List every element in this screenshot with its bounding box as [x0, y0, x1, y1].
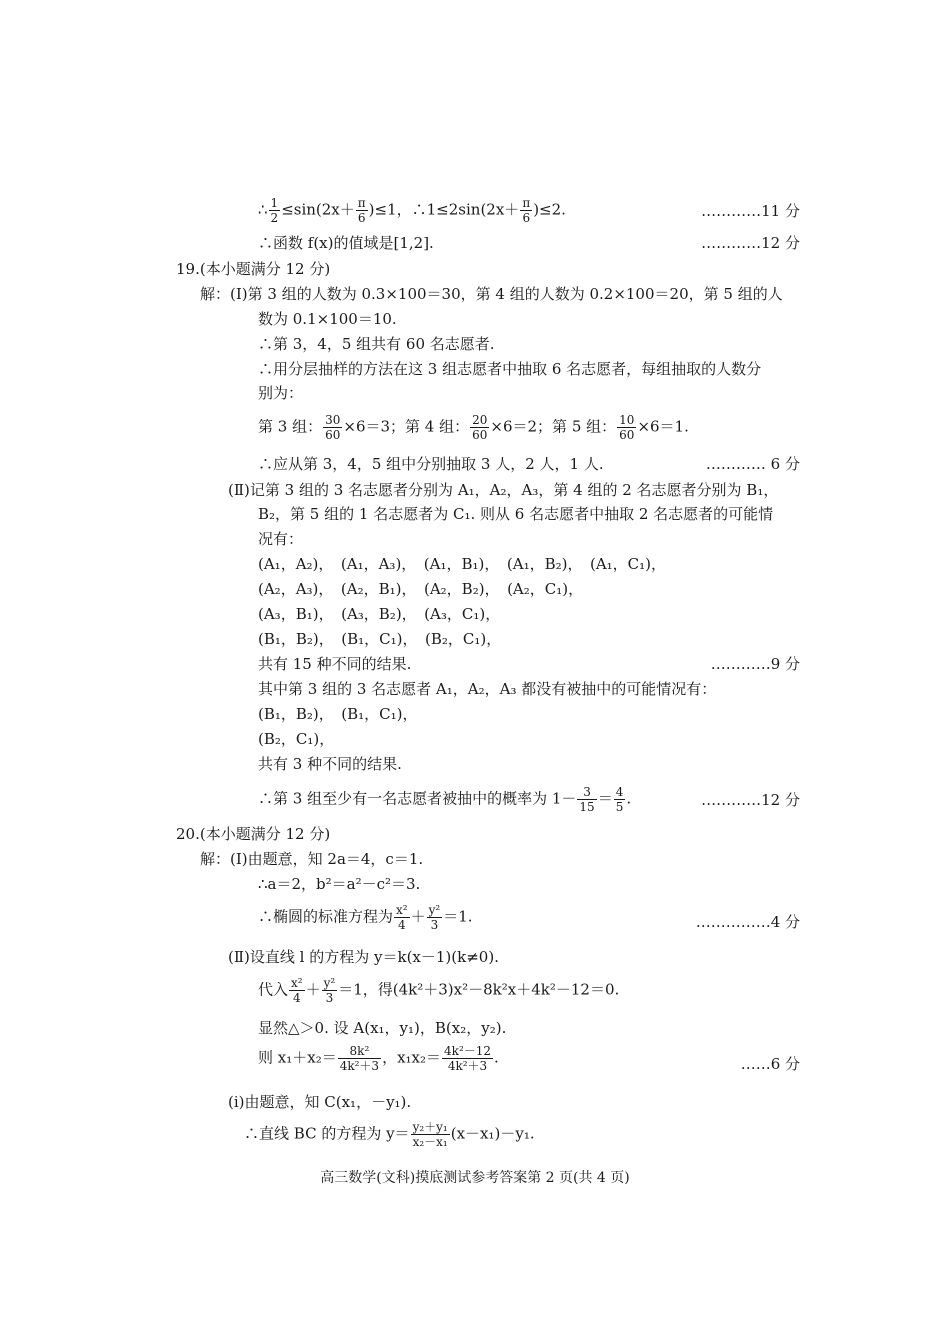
text: ×6＝1. [637, 417, 689, 436]
q19-list: (B₁，B₂)， (B₁，C₁)， (B₂，C₁)， [258, 630, 502, 648]
text: ∴ [258, 200, 268, 219]
score-6: ………… 6 分 [705, 455, 800, 473]
q20-title: 20.(本小题满分 12 分) [176, 825, 331, 843]
q18-line-12: ∴函数 f(x)的值域是[1,2]. [258, 234, 434, 252]
score-6: ……6 分 [740, 1055, 800, 1073]
text: ＋ [305, 980, 321, 999]
text: 则 x₁＋x₂＝ [258, 1048, 337, 1067]
fraction: $\frac{\pi}{6}$ [522, 196, 531, 225]
score-12: …………12 分 [701, 234, 800, 252]
text: ＝1. [443, 907, 473, 926]
fraction: $\frac{\pi}{6}$ [357, 196, 366, 225]
q19-text: 数为 0.1×100＝10. [258, 310, 397, 328]
text: )≤2. [533, 200, 566, 219]
q19-title: 19.(本小题满分 12 分) [176, 260, 331, 278]
q20-text: ∴a＝2，b²＝a²－c²＝3. [258, 875, 421, 893]
q19-text: (Ⅱ)记第 3 组的 3 名志愿者分别为 A₁，A₂，A₃，第 4 组的 2 名志愿者分别为 B₁， [228, 481, 779, 499]
text: (x－x₁)－y₁. [450, 1124, 535, 1143]
q19-text: 解：(Ⅰ)第 3 组的人数为 0.3×100＝30，第 4 组的人数为 0.2×100＝20，第 5 组的人 [200, 285, 783, 303]
text: ∴直线 BC 的方程为 y＝ [244, 1124, 410, 1143]
text: ×6＝2；第 5 组： [490, 417, 617, 436]
score-11: …………11 分 [701, 202, 800, 220]
q20-ellipse-line [258, 903, 473, 932]
fraction: $\frac{\text{y₂＋y₁}}{\text{x₂－x₁}}$ [412, 1120, 448, 1149]
fraction: $\frac{4}{5}$ [615, 785, 624, 814]
q20-vieta-line [258, 1044, 499, 1073]
q19-text: 其中第 3 组的 3 名志愿者 A₁，A₂，A₃ 都没有被抽中的可能情况有： [258, 680, 717, 698]
text: 代入 [258, 980, 289, 999]
text: ≤sin(2x＋ [281, 200, 355, 219]
q19-text: ∴用分层抽样的方法在这 3 组志愿者中抽取 6 名志愿者，每组抽取的人数分 [258, 360, 762, 378]
text: ×6＝3；第 4 组： [343, 417, 470, 436]
q20-text: 解：(Ⅰ)由题意，知 2a＝4，c＝1. [200, 850, 424, 868]
fraction: $\frac{1}{2}$ [270, 196, 279, 225]
score-4: ……………4 分 [695, 913, 800, 931]
q20-text: (ⅰ)由题意，知 C(x₁，－y₁). [228, 1093, 412, 1111]
text: ＋ [410, 907, 426, 926]
fraction: $\frac{\text{4k²－12}}{\text{4k²＋3}}$ [444, 1044, 492, 1073]
q19-text: B₂，第 5 组的 1 名志愿者为 C₁. 则从 6 名志愿者中抽取 2 名志愿者的可能情 [258, 505, 774, 523]
q20-text: 显然△＞0. 设 A(x₁，y₁)，B(x₂，y₂). [258, 1019, 507, 1037]
q19-groups-line [258, 413, 689, 442]
q19-list: (B₂，C₁)， [258, 730, 335, 748]
text: ，x₁x₂＝ [382, 1048, 442, 1067]
q19-text: 共有 15 种不同的结果. [258, 655, 412, 673]
fraction: $\frac{\text{x²}}{4}$ [291, 976, 303, 1005]
fraction: $\frac{30}{60}$ [325, 413, 341, 442]
page-footer: 高三数学(文科)摸底测试参考答案第 2 页(共 4 页) [320, 1170, 630, 1186]
q19-text: ∴应从第 3，4，5 组中分别抽取 3 人，2 人，1 人. [258, 455, 604, 473]
q20-bc-line [244, 1120, 535, 1149]
q18-line-11 [258, 196, 566, 225]
q19-text: 况有： [258, 530, 304, 548]
q19-text: 别为： [258, 384, 304, 402]
q19-text: 共有 3 种不同的结果. [258, 755, 402, 773]
q19-prob-line [258, 785, 631, 814]
q20-text: (Ⅱ)设直线 l 的方程为 y＝k(x－1)(k≠0). [228, 948, 499, 966]
text: ＝ [597, 789, 613, 808]
q19-text: ∴第 3，4，5 组共有 60 名志愿者. [258, 335, 495, 353]
text: . [494, 1048, 499, 1067]
fraction: $\frac{3}{15}$ [579, 785, 595, 814]
fraction: $\frac{\text{y²}}{3}$ [323, 976, 336, 1005]
q19-list: (B₁，B₂)， (B₁，C₁)， [258, 705, 418, 723]
text: ＝1，得(4k²＋3)x²－8k²x＋4k²－12＝0. [338, 980, 620, 999]
score-9: …………9 分 [710, 655, 800, 673]
q19-list: (A₂，A₃)， (A₂，B₁)， (A₂，B₂)， (A₂，C₁)， [258, 580, 584, 598]
fraction: $\frac{\text{x²}}{4}$ [396, 903, 408, 932]
score-12: …………12 分 [701, 791, 800, 809]
text: 第 3 组： [258, 417, 323, 436]
text: . [626, 789, 632, 808]
fraction: $\frac{\text{y²}}{3}$ [428, 903, 441, 932]
q20-substitute-line [258, 976, 619, 1005]
text: )≤1，∴1≤2sin(2x＋ [368, 200, 520, 219]
q19-list: (A₃，B₁)， (A₃，B₂)， (A₃，C₁)， [258, 605, 501, 623]
fraction: $\frac{10}{60}$ [619, 413, 635, 442]
fraction: $\frac{20}{60}$ [472, 413, 488, 442]
q19-list: (A₁，A₂)， (A₁，A₃)， (A₁，B₁)， (A₁，B₂)， (A₁，C₁)， [258, 555, 667, 573]
fraction: $\frac{\text{8k²}}{\text{4k²＋3}}$ [339, 1044, 380, 1073]
text: ∴椭圆的标准方程为 [258, 907, 394, 926]
text: ∴第 3 组至少有一名志愿者被抽中的概率为 1－ [258, 789, 577, 808]
